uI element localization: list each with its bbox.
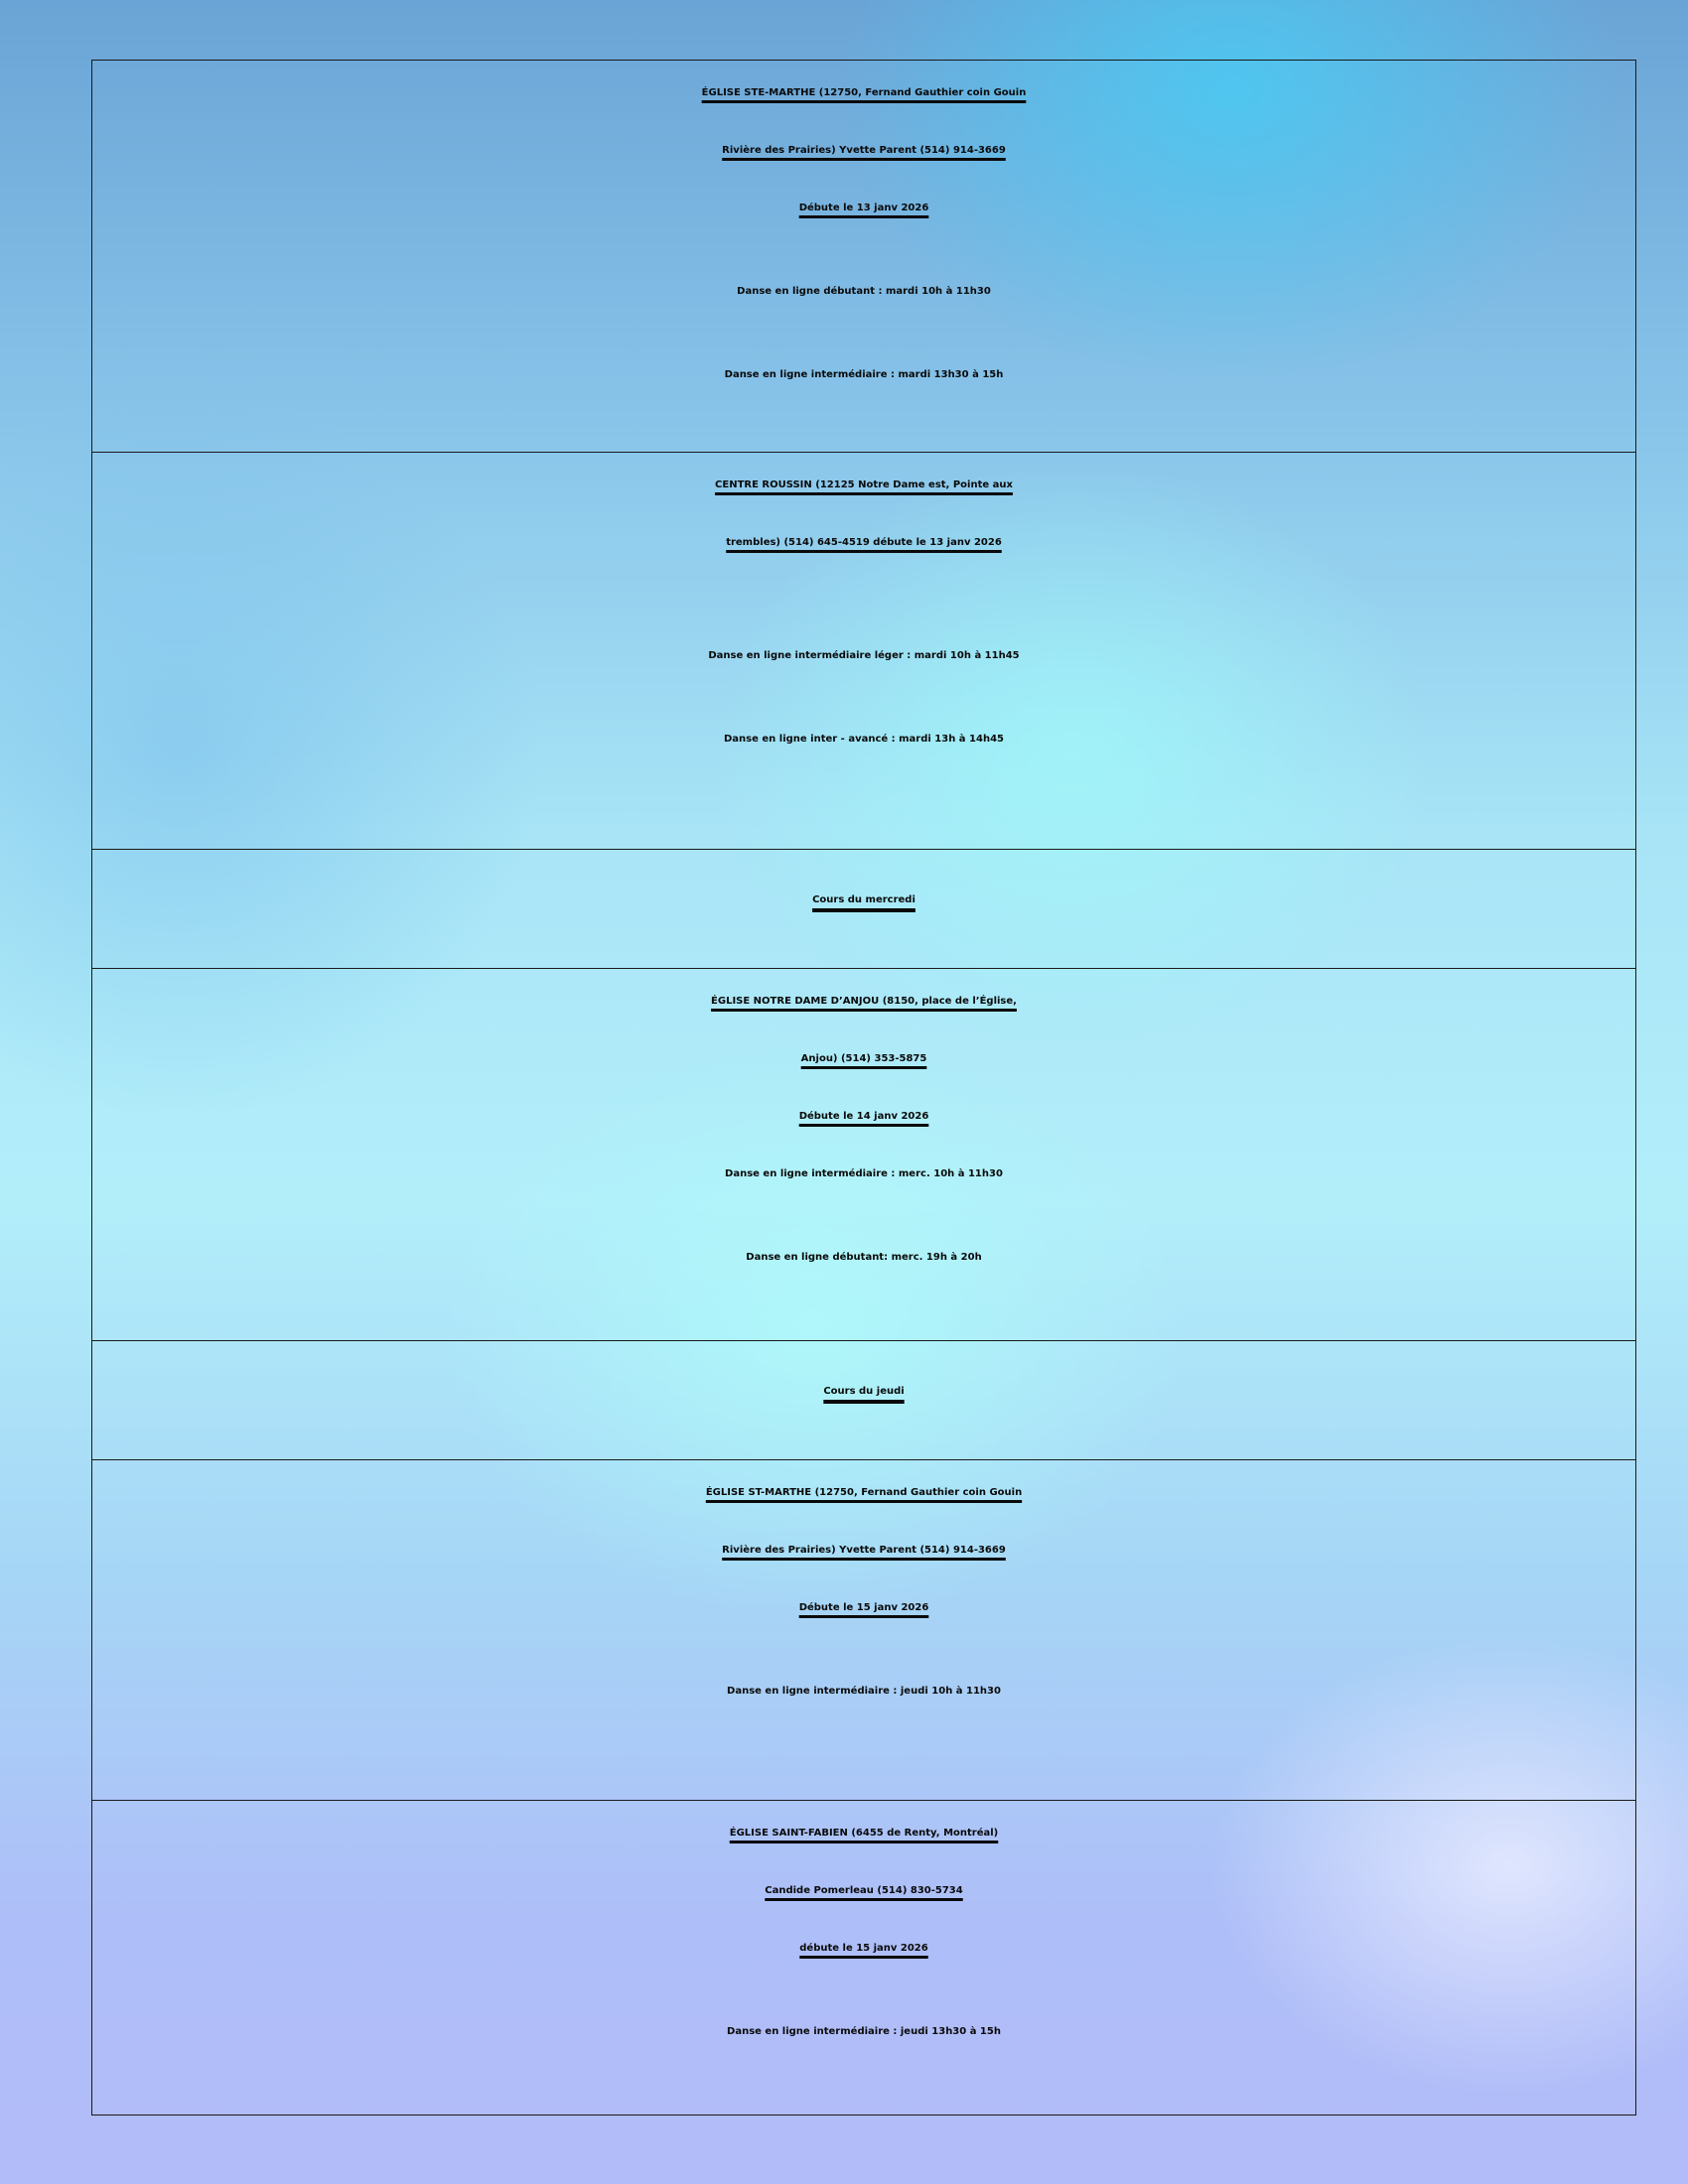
table-row: [92, 850, 1636, 969]
venue-line: ÉGLISE STE-MARTHE (12750, Fernand Gauthier coin Gouin: [701, 87, 1027, 98]
course-line: Danse en ligne intermédiaire : merc. 10h à 11h30: [725, 1168, 1003, 1179]
venue-line: ÉGLISE NOTRE DAME D’ANJOU (8150, place de l’Église,: [711, 996, 1017, 1007]
venue-start-date: Débute le 13 janv 2026: [798, 203, 929, 213]
course-line: Danse en ligne intermédiaire : jeudi 10h à 11h30: [727, 1686, 1001, 1697]
venue-block-notre-dame-anjou: [92, 969, 1636, 1341]
section-heading: Cours du jeudi: [823, 1386, 905, 1397]
venue-line: trembles) (514) 645-4519 débute le 13 janv 2026: [726, 537, 1002, 548]
venue-line: Rivière des Prairies) Yvette Parent (514) 914-3669: [722, 145, 1006, 156]
section-heading-wednesday: [92, 850, 1636, 969]
schedule-table: [91, 60, 1636, 2116]
course-line: Danse en ligne intermédiaire : mardi 13h30 à 15h: [724, 369, 1004, 380]
venue-block-saint-fabien: [92, 1801, 1636, 2116]
course-line: Danse en ligne inter - avancé : mardi 13h à 14h45: [724, 734, 1004, 745]
venue-line: Candide Pomerleau (514) 830-5734: [765, 1885, 963, 1896]
venue-line: ÉGLISE SAINT-FABIEN (6455 de Renty, Montréal): [729, 1828, 999, 1839]
course-line: Danse en ligne débutant: merc. 19h à 20h: [746, 1252, 982, 1263]
venue-start-date: Débute le 15 janv 2026: [798, 1602, 929, 1613]
venue-line: Rivière des Prairies) Yvette Parent (514) 914-3669: [722, 1545, 1006, 1556]
venue-line: Anjou) (514) 353-5875: [800, 1053, 927, 1064]
venue-block-ste-marthe-tuesday: [92, 61, 1636, 453]
venue-line: CENTRE ROUSSIN (12125 Notre Dame est, Pointe aux: [715, 479, 1013, 490]
table-row: [92, 969, 1636, 1341]
table-row: [92, 61, 1636, 453]
venue-block-st-marthe-thursday: [92, 1460, 1636, 1801]
section-heading: Cours du mercredi: [812, 894, 915, 905]
venue-block-centre-roussin: [92, 453, 1636, 850]
course-line: Danse en ligne intermédiaire : jeudi 13h30 à 15h: [727, 2026, 1001, 2037]
venue-line: ÉGLISE ST-MARTHE (12750, Fernand Gauthier coin Gouin: [705, 1487, 1023, 1498]
table-row: [92, 1460, 1636, 1801]
table-row: [92, 1801, 1636, 2116]
course-line: Danse en ligne débutant : mardi 10h à 11h30: [737, 286, 991, 297]
section-heading-thursday: [92, 1341, 1636, 1460]
venue-start-date: Débute le 14 janv 2026: [798, 1111, 929, 1122]
venue-start-date: débute le 15 janv 2026: [799, 1943, 928, 1954]
course-line: Danse en ligne intermédiaire léger : mardi 10h à 11h45: [708, 650, 1020, 661]
table-row: [92, 453, 1636, 850]
table-row: [92, 1341, 1636, 1460]
